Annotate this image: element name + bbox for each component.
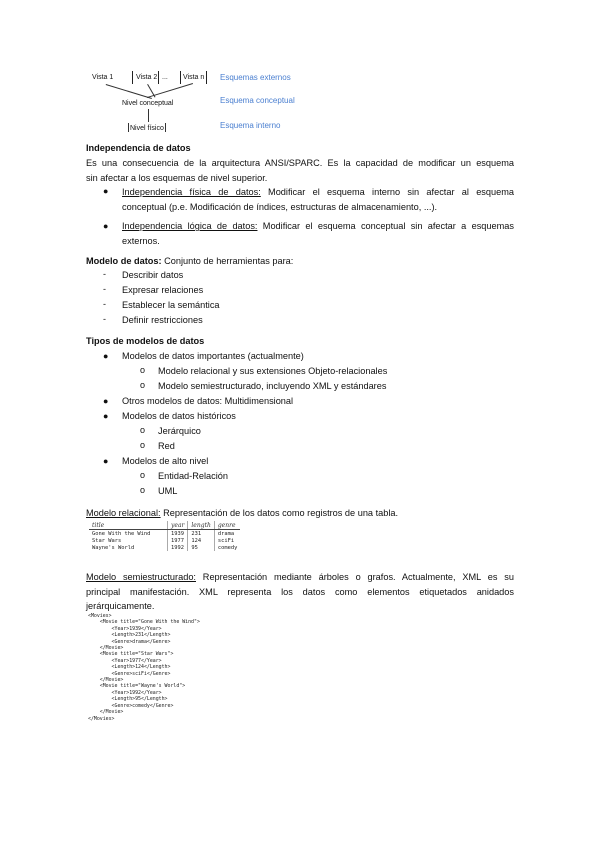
bullet-icon: ● (103, 396, 109, 406)
movies-table (89, 521, 240, 551)
view-ellipsis: ... (162, 74, 168, 81)
table-cell: sciFi (217, 537, 235, 544)
external-schemas-label: Esquemas externos (220, 73, 291, 82)
table-cell: 231 (188, 530, 214, 538)
model-type-subitem: Jerárquico (158, 426, 201, 436)
table-cell: drama (217, 530, 235, 537)
model-types-heading: Tipos de modelos de datos (86, 336, 205, 346)
internal-schema-label: Esquema interno (220, 121, 281, 130)
model-type-item: Modelos de datos importantes (actualmente) (122, 351, 304, 361)
connector-line (106, 84, 152, 99)
item-term: Independencia física de datos: (122, 187, 261, 197)
conceptual-schema-label: Esquema conceptual (220, 96, 295, 105)
table-cell: 1939 (168, 530, 188, 538)
view-divider (180, 71, 181, 84)
dash-marker: - (103, 299, 106, 309)
table-cell: Wayne's World (89, 544, 168, 551)
table-cell: 1977 (168, 537, 188, 544)
dash-marker: - (103, 314, 106, 324)
logical-independence-item (122, 219, 514, 248)
independence-paragraph (86, 156, 514, 185)
model-type-subitem: Modelo relacional y sus extensiones Objeto-relacionales (158, 366, 388, 376)
column-header: year (168, 521, 188, 530)
conceptual-level-label: Nivel conceptual (122, 100, 174, 107)
column-header: genre (214, 521, 240, 530)
item-term: Independencia lógica de datos: (122, 221, 258, 231)
item-text: Modificar el esquema conceptual sin afectar a esquemas (257, 221, 514, 231)
table-cell: Gone With the Wind (89, 530, 168, 538)
paragraph-line: jerárquicamente. (86, 601, 155, 612)
item-text: externos. (122, 235, 160, 246)
physical-independence-item (122, 185, 514, 214)
dash-marker: - (103, 284, 106, 294)
model-type-subitem: Modelo semiestructurado, incluyendo XML y estándares (158, 381, 387, 391)
table-cell: comedy (217, 544, 238, 551)
circle-bullet-icon: o (140, 380, 146, 390)
relational-text: Representación de los datos como registros de una tabla. (160, 508, 399, 518)
connector-line (165, 123, 166, 132)
table-row (89, 544, 240, 551)
connector-line (128, 123, 129, 132)
bullet-icon: ● (103, 411, 109, 421)
model-type-subitem: Entidad-Relación (158, 471, 228, 481)
xml-example: <Movies> <Movie title="Gone With the Wind"> <Year>1939</Year> <Length>231</Length> <Genre>drama</Genre> </Movie> <Movie title="Star Wars"> <Year>1977</Year> <Length>124</Length> <Genre>sciFi</Genre> </Movie> <Movie title="Wayne's World"> <Year>1992</Year> <Length>95</Length> <Genre>comedy</Genre> </Movie> </Movies> (88, 613, 200, 722)
model-type-item: Otros modelos de datos: Multidimensional (122, 396, 294, 406)
circle-bullet-icon: o (140, 425, 146, 435)
view-n: Vista n (183, 74, 205, 81)
physical-level-label: Nivel físico (130, 125, 164, 132)
data-model-heading (86, 254, 293, 269)
table-cell: 95 (188, 544, 214, 551)
column-header: title (89, 521, 168, 530)
data-model-item: Establecer la semántica (122, 300, 220, 310)
data-model-item: Describir datos (122, 270, 184, 280)
bullet-icon: ● (103, 221, 109, 231)
model-type-subitem: UML (158, 486, 178, 496)
semistructured-term: Modelo semiestructurado: (86, 572, 196, 582)
circle-bullet-icon: o (140, 365, 146, 375)
table-row (89, 537, 240, 544)
paragraph-line: principal manifestación. XML representa los datos como elementos etiquetados anidados (86, 586, 514, 597)
item-text: conceptual (p.e. Modificación de índices, estructuras de almacenamiento, ...). (122, 201, 438, 212)
dash-marker: - (103, 269, 106, 279)
table-cell: 124 (188, 537, 214, 544)
bullet-icon: ● (103, 456, 109, 466)
table-cell: Star Wars (89, 537, 168, 544)
table-header-row (89, 521, 240, 530)
data-model-intro: Conjunto de herramientas para: (161, 256, 294, 266)
circle-bullet-icon: o (140, 470, 146, 480)
view-divider (206, 71, 207, 84)
semistructured-paragraph (86, 570, 514, 614)
model-type-item: Modelos de datos históricos (122, 411, 236, 421)
paragraph-line: Representación mediante árboles o grafos. Actualmente, XML es su (195, 572, 514, 582)
bullet-icon: ● (103, 351, 109, 361)
relational-term: Modelo relacional: (86, 508, 161, 518)
bullet-icon: ● (103, 186, 109, 196)
view-divider (158, 71, 159, 84)
data-model-item: Expresar relaciones (122, 285, 204, 295)
view-divider (132, 71, 133, 84)
paragraph-line: Es una consecuencia de la arquitectura ANSI/SPARC. Es la capacidad de modificar un esquema (86, 158, 514, 168)
connector-line (147, 83, 193, 98)
circle-bullet-icon: o (140, 440, 146, 450)
model-type-subitem: Red (158, 441, 175, 451)
view-1: Vista 1 (92, 74, 114, 81)
data-model-term: Modelo de datos: (86, 256, 162, 266)
model-type-item: Modelos de alto nivel (122, 456, 209, 466)
connector-line (148, 109, 149, 122)
table-row (89, 530, 240, 538)
column-header: length (188, 521, 214, 530)
circle-bullet-icon: o (140, 485, 146, 495)
item-text: Modificar el esquema interno sin afectar al esquema (260, 187, 514, 197)
relational-model-line (86, 506, 398, 521)
data-model-item: Definir restricciones (122, 315, 203, 325)
table-cell: 1992 (168, 544, 188, 551)
independence-heading: Independencia de datos (86, 143, 191, 153)
paragraph-line: sin afectar a los esquemas de nivel superior. (86, 172, 268, 183)
view-2: Vista 2 (136, 74, 158, 81)
